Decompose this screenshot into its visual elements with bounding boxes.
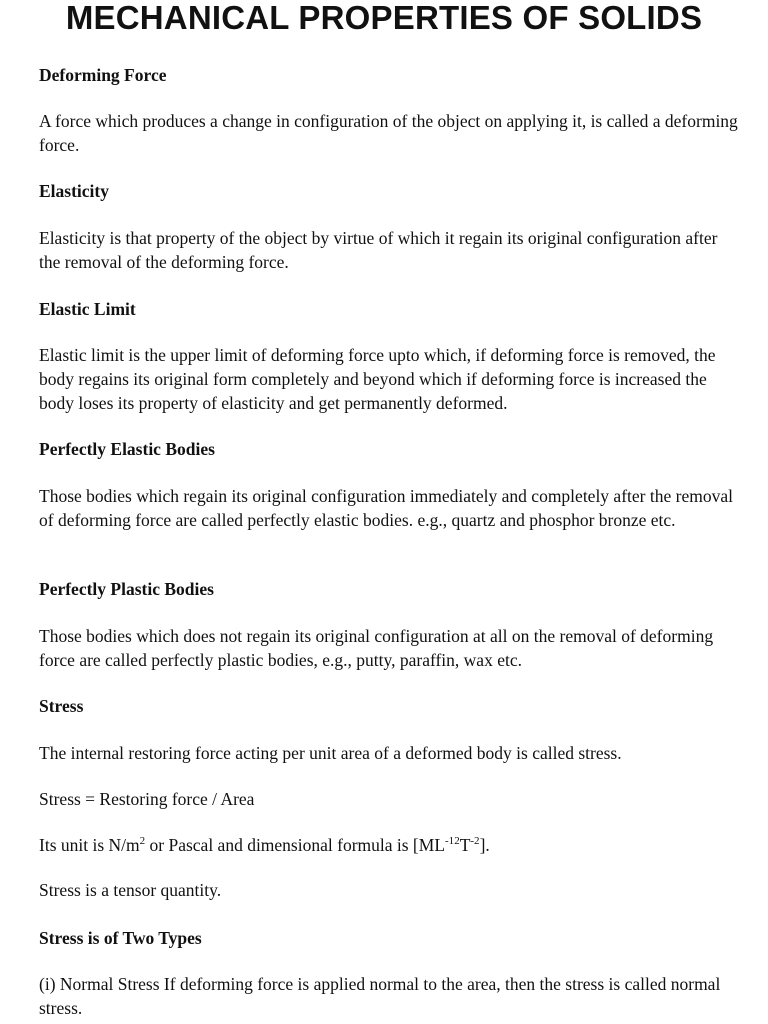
paragraph-elastic-limit: Elastic limit is the upper limit of deforming force upto which, if deforming force is removed, the body regains its original form completely and beyond which if deforming force is increased the body loses its property of elasticity and get permanently deformed. xyxy=(39,345,716,413)
heading-perfectly-plastic-bodies: Perfectly Plastic Bodies xyxy=(39,579,214,599)
heading-stress-types: Stress is of Two Types xyxy=(39,928,202,948)
heading-perfectly-elastic-bodies: Perfectly Elastic Bodies xyxy=(39,439,215,459)
stress-m-exponent: -1 xyxy=(445,835,455,847)
stress-unit-middle: or Pascal and dimensional formula is [ML xyxy=(145,835,446,855)
paragraph-deforming-force: A force which produces a change in configuration of the object on applying it, is called a deforming force. xyxy=(39,111,738,155)
stress-t-exponent: -2 xyxy=(470,835,480,847)
stress-unit-suffix: ]. xyxy=(479,835,490,855)
stress-tensor-note: Stress is a tensor quantity. xyxy=(39,880,222,900)
heading-elasticity: Elasticity xyxy=(39,181,109,201)
paragraph-normal-stress: (i) Normal Stress If deforming force is applied normal to the area, then the stress is called normal stress. xyxy=(39,974,721,1018)
paragraph-stress-definition: The internal restoring force acting per unit area of a deformed body is called stress. xyxy=(39,743,622,763)
heading-stress: Stress xyxy=(39,696,84,716)
paragraph-perfectly-plastic-bodies: Those bodies which does not regain its original configuration at all on the removal of deforming force are called perfectly plastic bodies, e.g., putty, paraffin, wax etc. xyxy=(39,626,714,670)
paragraph-elasticity: Elasticity is that property of the object by virtue of which it regain its original configuration after the removal of the deforming force. xyxy=(39,228,718,272)
page-title: MECHANICAL PROPERTIES OF SOLIDS xyxy=(65,0,703,36)
heading-deforming-force: Deforming Force xyxy=(39,65,167,85)
stress-unit-prefix: Its unit is N/m xyxy=(39,835,140,855)
paragraph-perfectly-elastic-bodies: Those bodies which regain its original configuration immediately and completely after the removal of deforming force are called perfectly elastic bodies. e.g., quartz and phosphor bronze etc. xyxy=(39,486,733,530)
stress-t-base: T xyxy=(459,835,471,855)
stress-l-exponent: 2 xyxy=(454,835,460,847)
stress-unit-line xyxy=(39,833,490,857)
heading-elastic-limit: Elastic Limit xyxy=(39,299,136,319)
stress-unit-exponent: 2 xyxy=(139,835,146,847)
stress-formula: Stress = Restoring force / Area xyxy=(39,789,255,809)
